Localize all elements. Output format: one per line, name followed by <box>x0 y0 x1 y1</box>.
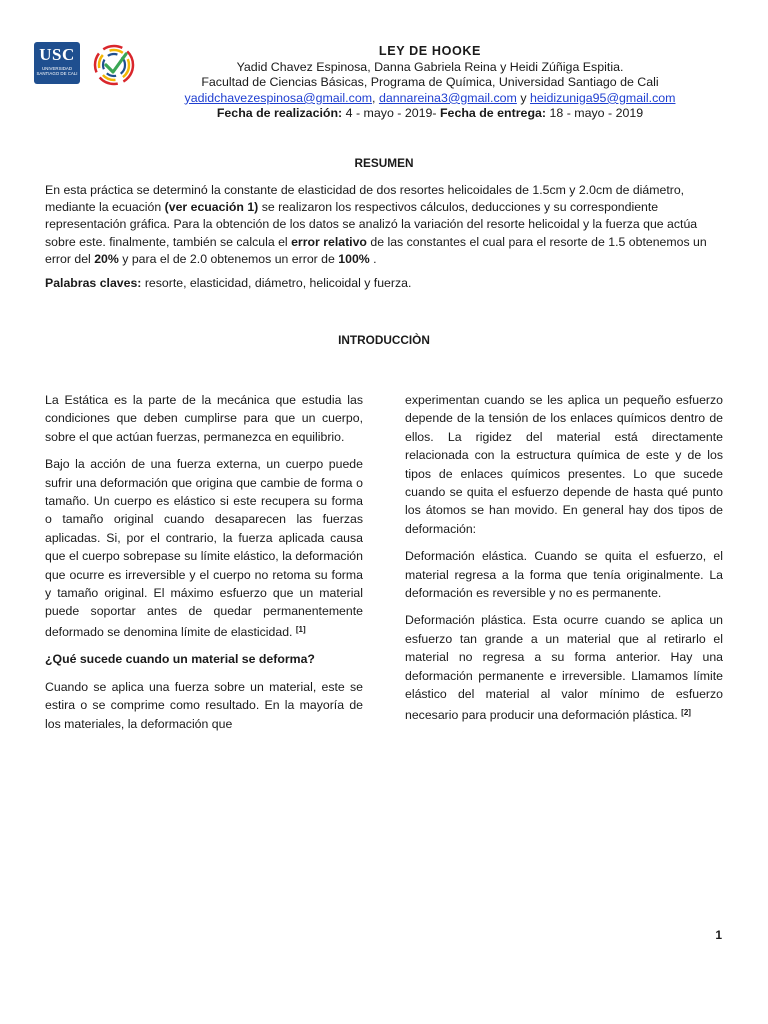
affiliation-line: Facultad de Ciencias Básicas, Programa de Química, Universidad Santiago de Cali <box>201 75 659 90</box>
citation-ref: [2] <box>681 707 691 717</box>
email-link-danna[interactable]: dannareina3@gmail.com <box>378 90 517 105</box>
abstract-text: En esta práctica se determinó la constante de elasticidad de dos resortes helicoidales de 1.5cm y 2.0cm de diámetro, mediante la ecuación <box>45 183 685 215</box>
abstract-text: . <box>369 251 377 266</box>
realization-date-value: 4 - mayo - 2019- <box>342 106 440 121</box>
email-link-yadid[interactable]: yadidchavezespinosa@gmail.com <box>184 90 373 105</box>
error-value-1: 20% <box>94 251 119 266</box>
realization-date-label: Fecha de realización: <box>216 106 343 121</box>
right-column <box>405 391 723 733</box>
subheading: ¿Qué sucede cuando un material se deforma? <box>45 652 315 667</box>
email-separator: y <box>516 90 530 105</box>
authors-line: Yadid Chavez Espinosa, Danna Gabriela Reina y Heidi Zúñiga Espitia. <box>236 59 624 74</box>
usc-logo <box>34 42 80 84</box>
paragraph: La Estática es la parte de la mecánica que estudia las condiciones que deben cumplirse para que un cuerpo, sobre el que actúan fuerzas, permanezca en equilibrio. <box>45 393 363 444</box>
abstract-text: se realizaron los respectivos cálculos, deducciones y su correspondiente representación gráfica. Para la obtención de los datos se analizó la variación del resorte helicoidal y la fuerza que actúa sobre este. finalmente, también se calcula el <box>45 200 698 249</box>
paragraph: experimentan cuando se les aplica un pequeño esfuerzo depende de la tensión de los enlaces químicos dentro de ellos. La rigidez del material está directamente relacionada con la estructura química de este y de los tipos de enlaces químicos presentes. Lo que sucede cuando se quita el esfuerzo depende de hasta qué punto los átomos se han movido. En general hay dos tipos de deformación: <box>405 393 723 536</box>
abstract-text: de las constantes el cual para el resorte de 1.5 obtenemos un error del <box>45 234 707 266</box>
left-column <box>45 391 363 742</box>
paper-title: LEY DE HOOKE <box>378 44 482 58</box>
paragraph <box>405 611 723 723</box>
usc-logo-wordmark: USC <box>39 45 75 64</box>
seal-ring-red <box>95 46 133 84</box>
error-value-2: 100% <box>338 251 370 266</box>
paragraph: Deformación elástica. Cuando se quita el esfuerzo, el material regresa a la forma que tenía originalmente. La deformación es reversible y no es permanente. <box>405 549 723 601</box>
email-separator: , <box>372 90 379 105</box>
paragraph: Cuando se aplica una fuerza sobre un material, este se estira o se comprime como resultado. En la mayoría de los materiales, la deformación que <box>45 679 363 731</box>
delivery-date-value: 18 - mayo - 2019 <box>546 106 644 121</box>
paragraph <box>45 455 363 641</box>
logo-group <box>34 42 144 84</box>
introduction-heading: INTRODUCCIÒN <box>338 333 430 347</box>
abstract-text: y para el de 2.0 obtenemos un error de <box>118 251 339 266</box>
abstract-paragraph <box>45 182 715 268</box>
abstract-heading: RESUMEN <box>354 156 414 170</box>
paper-header <box>130 44 730 122</box>
emails-line <box>130 91 730 107</box>
citation-ref: [1] <box>295 624 306 634</box>
delivery-date-label: Fecha de entrega: <box>439 106 547 121</box>
usc-logo-subtitle: UNIVERSIDAD SANTIAGO DE CALI <box>36 66 78 76</box>
paragraph-text: Deformación plástica. Esta ocurre cuando se aplica un esfuerzo tan grande a un material que al retirarlo el material no regresa a su forma anterior. Hay una deformación permanente e irreversible. Llamamos límite elástico del material al valor mínimo de esfuerzo necesario para producir una deformación plástica. <box>405 613 723 722</box>
email-link-heidi[interactable]: heidizuniga95@gmail.com <box>529 90 676 105</box>
keywords-label: Palabras claves: <box>45 276 142 290</box>
keywords-line <box>45 275 715 292</box>
relative-error-term: error relativo <box>291 234 367 249</box>
equation-reference: (ver ecuación 1) <box>164 200 259 215</box>
dates-line <box>130 106 730 122</box>
page-number: 1 <box>715 928 722 942</box>
paragraph-text: Bajo la acción de una fuerza externa, un cuerpo puede sufrir una deformación que origina que cambie de forma o tamaño. Un cuerpo es elástico si este recupera su forma o tamaño original cuando desaparecen las fuerzas aplicadas. Si, por el contrario, la fuerza aplicada causa que el cuerpo sobrepase su límite elástico, la deformación que ocurre es irreversible y el cuerpo no retoma su forma y tamaño original. El máximo esfuerzo que un material puede soportar antes de quedar permanentemente deformado se denomina límite de elasticidad. <box>45 457 363 639</box>
keywords-list: resorte, elasticidad, diámetro, helicoidal y fuerza. <box>141 276 412 290</box>
